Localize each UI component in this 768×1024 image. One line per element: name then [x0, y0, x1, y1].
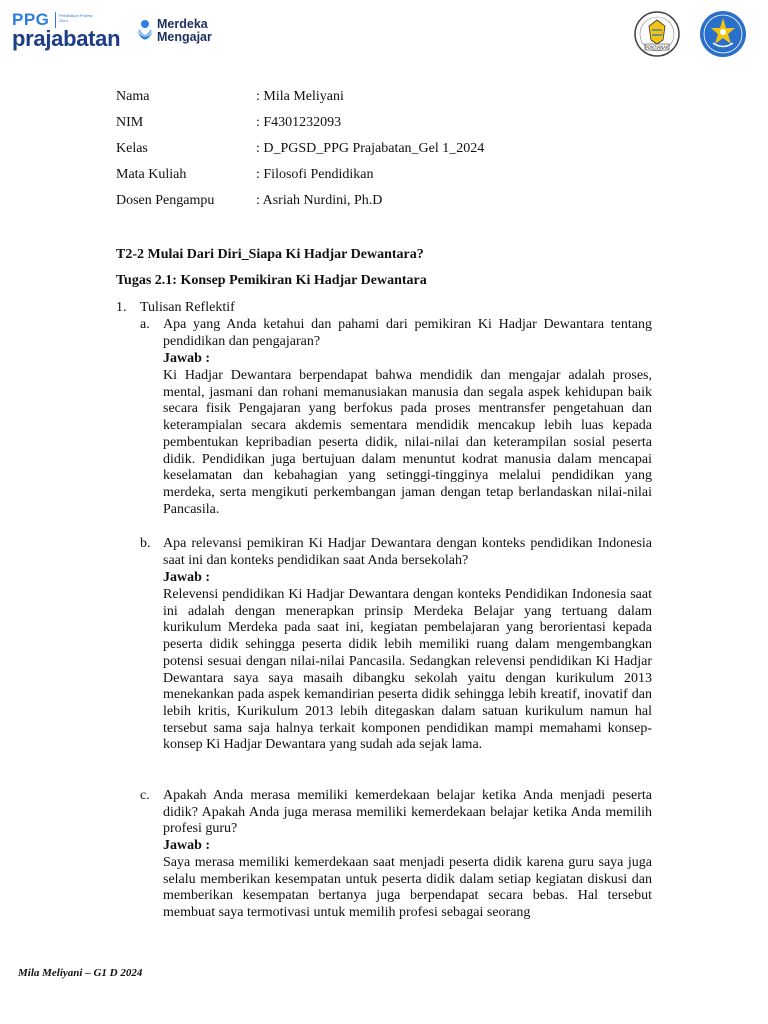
- answer-a-label: Jawab :: [163, 351, 211, 366]
- mata-kuliah-value: : Filosofi Pendidikan: [256, 167, 374, 182]
- answer-c-label: Jawab :: [163, 838, 211, 853]
- mengajar-text: Mengajar: [157, 30, 212, 44]
- question-b: Apa relevansi pemikiran Ki Hadjar Dewantara dengan konteks pendidikan Indonesia saat ini dan konteks pendidikan saat Anda bersekolah?: [163, 536, 652, 568]
- merdeka-mengajar-text: [157, 18, 212, 44]
- task-title: Tugas 2.1: Konsep Pemikiran Ki Hadjar Dewantara: [116, 273, 427, 288]
- ppg-logo-text: PPG: [12, 10, 50, 29]
- question-a-letter: a.: [140, 317, 150, 332]
- kemendikbud-seal-icon: [698, 10, 748, 58]
- section-title: T2-2 Mulai Dari Diri_Siapa Ki Hadjar Dewantara?: [116, 247, 424, 262]
- dosen-value: : Asriah Nurdini, Ph.D: [256, 193, 383, 208]
- university-seal-icon: [632, 10, 682, 58]
- prajabatan-logo-text: prajabatan: [12, 26, 121, 51]
- kelas-label: Kelas: [116, 141, 148, 156]
- mata-kuliah-label: Mata Kuliah: [116, 167, 187, 182]
- ppg-logo-subtext: Pendidikan Profesi Guru: [59, 13, 93, 23]
- nim-value: : F4301232093: [256, 115, 342, 130]
- answer-c: Saya merasa memiliki kemerdekaan saat menjadi peserta didik karena guru saya juga selalu memberikan kesempatan untuk peserta didik dalam setiap kegiatan diskusi dan memberikan kesempatan bertanya juga berpendapat secara bebas. Hal tersebut membuat saya termotivasi untuk memilih profesi sebagai seorang: [163, 855, 652, 921]
- page-header: [0, 0, 768, 70]
- nama-label: Nama: [116, 89, 150, 104]
- question-b-letter: b.: [140, 536, 151, 551]
- merdeka-mengajar-icon: [135, 18, 155, 46]
- question-a: Apa yang Anda ketahui dan pahami dari pemikiran Ki Hadjar Dewantara tentang pendidikan dan pengajaran?: [163, 317, 652, 349]
- dosen-label: Dosen Pengampu: [116, 193, 215, 208]
- page-footer: Mila Meliyani – G1 D 2024: [18, 967, 143, 979]
- nama-value: : Mila Meliyani: [256, 89, 344, 104]
- answer-b-label: Jawab :: [163, 570, 211, 585]
- kelas-value: : D_PGSD_PPG Prajabatan_Gel 1_2024: [256, 141, 485, 156]
- seal-banner-text: PONTIANAK: [645, 45, 669, 50]
- nim-label: NIM: [116, 115, 144, 130]
- ppg-prajabatan-logo: [12, 10, 122, 55]
- list-title: Tulisan Reflektif: [140, 300, 235, 315]
- merdeka-mengajar-logo: [135, 18, 235, 50]
- list-number: 1.: [116, 300, 127, 315]
- question-c: Apakah Anda merasa memiliki kemerdekaan belajar ketika Anda menjadi peserta didik? Apakah Anda juga merasa memiliki kemerdekaan belajar ketika Anda memilih profesi guru?: [163, 788, 652, 837]
- answer-b: Relevensi pendidikan Ki Hadjar Dewantara dengan konteks Pendidikan Indonesia saat ini adalah dengan menerapkan prinsip Merdeka Belajar yang tertuang dalam kurikulum Merdeka pada saat ini, kegiatan pembelajaran yang berorientasi kepada peserta didik sehingga peserta didik lebih memiliki ruang dalam mengembangkan potensi sesuai dengan nilai-nilai Pancasila. Sedangkan relevensi pendidikan Ki Hadjar Dewantara saya saya masaih dibangku sekolah yaitu dengan kurikulum 2013 menekankan pada aspek kemandirian peserta didik sehingga lebih kreatif, inovatif dan lebih kritis, Kurikulum 2013 lebih ditegaskan dalam satuan kurikulum namun hal tersebut sama saja halnya terkait komponen pendidikan mampi memahami konsep-konsep Ki Hadjar Dewantara yang sudah ada sejak lama.: [163, 587, 652, 753]
- merdeka-text: Merdeka: [157, 17, 208, 31]
- question-c-letter: c.: [140, 788, 150, 803]
- answer-a: Ki Hadjar Dewantara berpendapat bahwa mendidik dan mengajar adalah proses, mental, jasmani dan rohani memanusiakan manusia dan segala aspek kehidupan baik secara fisik Pengajaran yang berfokus pada proses mentransfer pengetahuan dan keterampialan secara akdemis sementara mendidik mencakup lebih luas kepada pembentukan kepribadian peserta didik, nilai-nilai dan keterampilan sosial peserta didik. Pendidikan juga bertujuan dalam menuntut kodrat manusia dalam mencapai keselamatan dan kebahagian yang setinggi-tingginya melalui pendidikan yang merdeka, serta mengikuti perkembangan jaman dengan tetap berlandaskan nilai-nilai Pancasila.: [163, 368, 652, 517]
